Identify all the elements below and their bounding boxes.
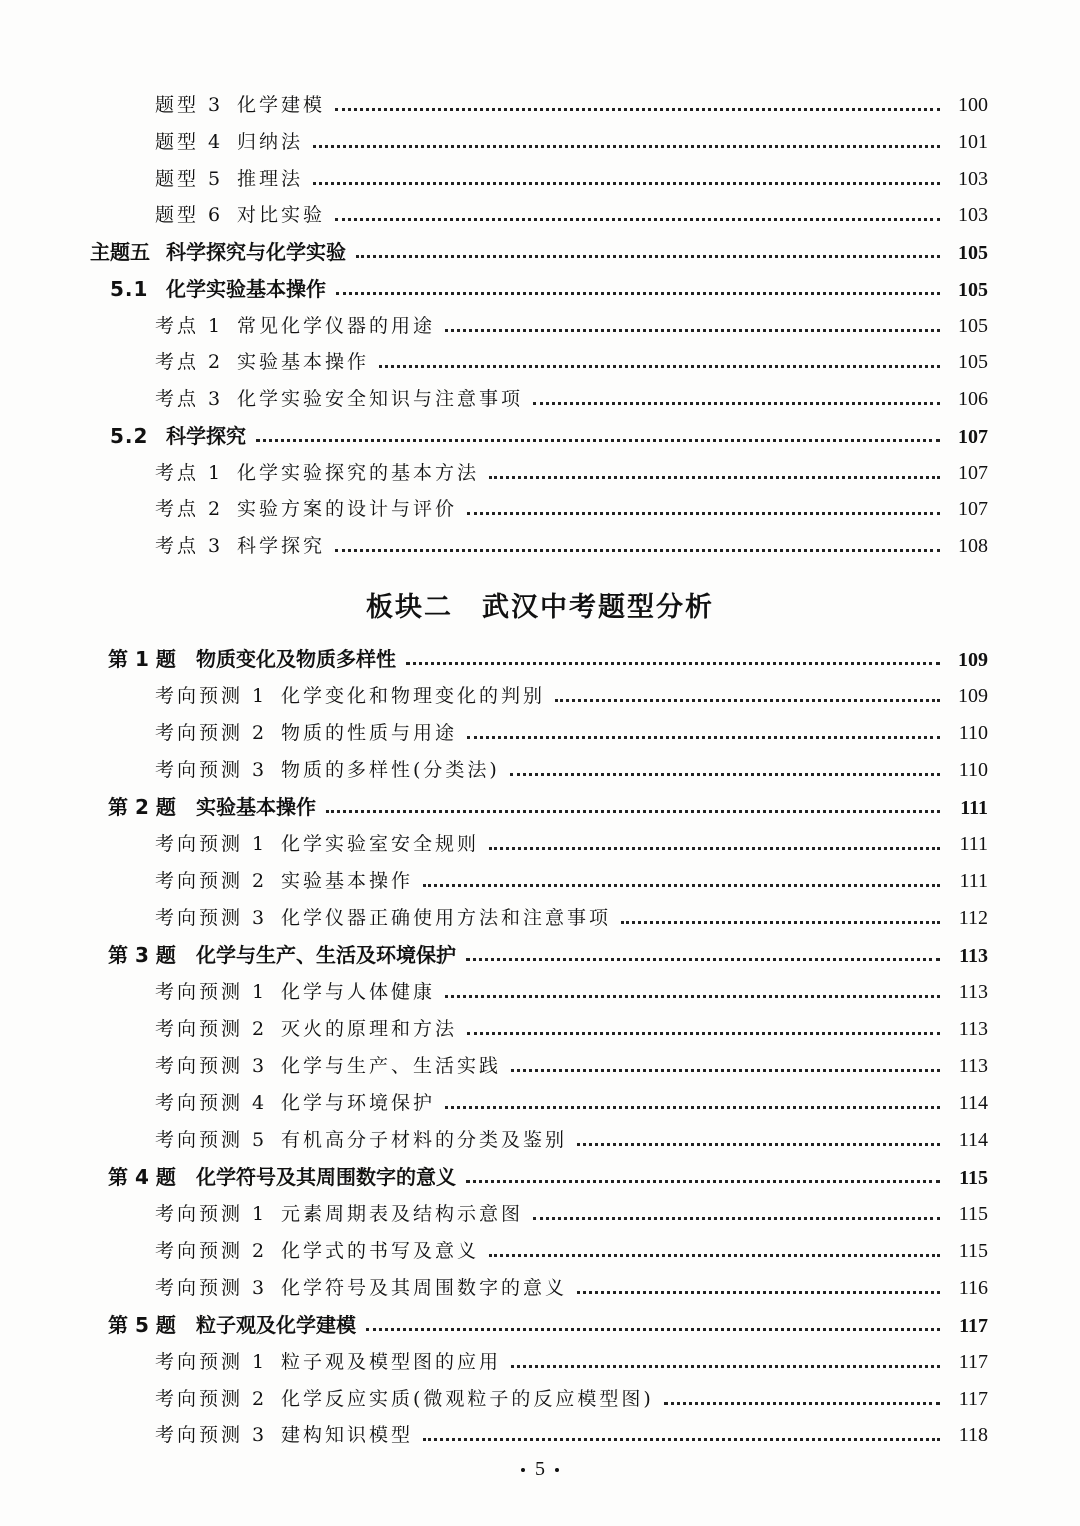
toc-entry-title: 化学符号及其周围数字的意义 [196, 1165, 456, 1189]
toc-entry [155, 1051, 988, 1081]
toc-entry [155, 347, 988, 377]
toc-entry-page: 111 [959, 833, 988, 855]
toc-question-heading [108, 1162, 988, 1192]
toc-entry-title: 化学式的书写及意义 [281, 1240, 480, 1262]
toc-entry [155, 200, 988, 230]
toc-entry-number: 考点 3 [155, 535, 224, 557]
toc-entry-page: 110 [958, 722, 988, 744]
toc-question-heading [108, 940, 988, 970]
toc-entry-title: 化学建模 [237, 94, 326, 116]
toc-entry-number: 题型 5 [155, 168, 224, 190]
toc-entry-page: 103 [958, 204, 988, 226]
dot-leader [423, 884, 940, 887]
toc-entry [155, 1199, 988, 1229]
toc-entry-page: 115 [959, 1167, 988, 1189]
dot-leader [467, 736, 940, 739]
toc-entry-page: 109 [958, 649, 988, 671]
toc-entry-page: 112 [958, 907, 988, 929]
toc-entry-number: 考向预测 3 [155, 1277, 268, 1299]
toc-entry-title: 化学符号及其周围数字的意义 [281, 1277, 568, 1299]
toc-entry [155, 1014, 988, 1044]
toc-entry-title: 推理法 [237, 168, 304, 190]
toc-entry-title: 化学实验基本操作 [166, 277, 326, 301]
toc-entry-number: 5.1 [110, 277, 149, 301]
toc-entry-page: 105 [958, 242, 988, 264]
block-heading: 板块二 武汉中考题型分析 [366, 592, 714, 623]
toc-entry-number: 考点 1 [155, 462, 224, 484]
dot-leader [335, 108, 940, 111]
toc-entry-page: 107 [958, 498, 988, 520]
toc-entry-page: 107 [958, 426, 988, 448]
toc-question-heading [108, 792, 988, 822]
toc-entry-page: 105 [958, 279, 988, 301]
toc-entry-page: 117 [958, 1351, 988, 1373]
toc-entry-title: 科学探究 [166, 424, 246, 448]
toc-entry-title: 物质的性质与用途 [281, 722, 458, 744]
toc-entry [155, 1236, 988, 1266]
dot-leader [406, 662, 940, 665]
toc-entry-number: 考向预测 3 [155, 1424, 268, 1446]
toc-entry-title: 化学实验室安全规则 [281, 833, 480, 855]
toc-entry-number: 第 2 题 [108, 795, 176, 819]
dot-leader [335, 549, 940, 552]
toc-entry-page: 111 [960, 797, 988, 819]
toc-question-heading [108, 1310, 988, 1340]
toc-entry [155, 755, 988, 785]
toc-entry-title: 化学与生产、生活实践 [281, 1055, 502, 1077]
toc-entry-title: 实验基本操作 [281, 870, 414, 892]
toc-entry-page: 114 [958, 1129, 988, 1151]
toc-entry [155, 127, 988, 157]
toc-entry-page: 108 [958, 535, 988, 557]
dot-leader [664, 1402, 940, 1405]
toc-entry [155, 164, 988, 194]
toc-entry-page: 117 [959, 1315, 988, 1337]
toc-entry-page: 109 [958, 685, 988, 707]
dot-leader [511, 1365, 940, 1368]
dot-leader [445, 329, 940, 332]
dot-leader [445, 1106, 940, 1109]
toc-entry-number: 考点 3 [155, 388, 224, 410]
toc-entry-page: 106 [958, 388, 988, 410]
dot-leader [577, 1291, 940, 1294]
toc-entry-title: 灭火的原理和方法 [281, 1018, 458, 1040]
page-number: 5 [535, 1458, 545, 1480]
dot-leader [510, 773, 940, 776]
toc-entry-title: 科学探究与化学实验 [166, 240, 346, 264]
toc-entry [155, 384, 988, 414]
toc-section-heading [110, 421, 988, 451]
toc-entry-number: 考向预测 1 [155, 1351, 268, 1373]
toc-entry-number: 第 3 题 [108, 943, 176, 967]
dot-leader [467, 512, 940, 515]
toc-entry [155, 311, 988, 341]
toc-entry-title: 对比实验 [237, 204, 326, 226]
toc-entry-title: 元素周期表及结构示意图 [281, 1203, 524, 1225]
dot-leader [356, 255, 940, 258]
toc-entry-page: 105 [958, 351, 988, 373]
toc-entry-title: 常见化学仪器的用途 [237, 315, 436, 337]
toc-entry-page: 113 [958, 1055, 988, 1077]
toc-entry-number: 考向预测 5 [155, 1129, 268, 1151]
toc-entry-number: 考向预测 2 [155, 722, 268, 744]
dot-leader [489, 476, 940, 479]
toc-entry-number: 考向预测 1 [155, 685, 268, 707]
toc-entry-title: 粒子观及模型图的应用 [281, 1351, 502, 1373]
toc-entry-title: 实验基本操作 [237, 351, 370, 373]
toc-entry-number: 考向预测 3 [155, 907, 268, 929]
toc-entry-number: 题型 6 [155, 204, 224, 226]
dot-leader [445, 995, 940, 998]
toc-entry-title: 化学实验探究的基本方法 [237, 462, 480, 484]
toc-entry-title: 建构知识模型 [281, 1424, 414, 1446]
toc-entry-number: 题型 4 [155, 131, 224, 153]
toc-entry-number: 考向预测 3 [155, 1055, 268, 1077]
toc-entry [155, 1125, 988, 1155]
toc-entry-number: 考点 1 [155, 315, 224, 337]
dot-leader [555, 699, 940, 702]
dot-leader [533, 1217, 940, 1220]
toc-entry [155, 681, 988, 711]
toc-entry-number: 考向预测 2 [155, 870, 268, 892]
toc-entry [155, 494, 988, 524]
toc-entry-title: 物质变化及物质多样性 [196, 647, 396, 671]
toc-entry-page: 114 [958, 1092, 988, 1114]
toc-entry-title: 化学反应实质(微观粒子的反应模型图) [281, 1388, 654, 1410]
dot-leader [336, 292, 940, 295]
toc-entry-title: 化学变化和物理变化的判别 [281, 685, 546, 707]
toc-entry-title: 科学探究 [237, 535, 326, 557]
dot-leader [489, 847, 940, 850]
dot-leader [256, 439, 940, 442]
toc-section-heading [110, 274, 988, 304]
toc-entry-title: 化学与生产、生活及环境保护 [196, 943, 456, 967]
toc-entry-number: 考向预测 1 [155, 981, 268, 1003]
dot-leader [466, 958, 940, 961]
toc-entry [155, 718, 988, 748]
toc-entry-page: 115 [958, 1240, 988, 1262]
toc-entry-page: 105 [958, 315, 988, 337]
page-footer [0, 1458, 1080, 1481]
toc-entry-title: 有机高分子材料的分类及鉴别 [281, 1129, 568, 1151]
dot-leader [533, 402, 940, 405]
toc-entry-page: 113 [958, 1018, 988, 1040]
footer-dot [555, 1468, 559, 1472]
toc-entry-title: 化学与人体健康 [281, 981, 436, 1003]
toc-entry-number: 考向预测 3 [155, 759, 268, 781]
toc-entry-number: 5.2 [110, 424, 149, 448]
toc-entry [155, 1273, 988, 1303]
toc-entry-title: 化学仪器正确使用方法和注意事项 [281, 907, 612, 929]
dot-leader [577, 1143, 940, 1146]
toc-entry-number: 第 5 题 [108, 1313, 176, 1337]
toc-entry-number: 考向预测 2 [155, 1018, 268, 1040]
dot-leader [489, 1254, 940, 1257]
footer-dot [521, 1468, 525, 1472]
toc-entry [155, 1347, 988, 1377]
toc-entry-page: 107 [958, 462, 988, 484]
toc-entry-number: 主题五 [90, 240, 150, 264]
toc-entry-page: 117 [958, 1388, 988, 1410]
toc-entry-title: 实验基本操作 [196, 795, 316, 819]
toc-entry-title: 物质的多样性(分类法) [281, 759, 500, 781]
toc-entry [155, 829, 988, 859]
toc-topic-heading [90, 237, 988, 267]
toc-entry-page: 113 [958, 981, 988, 1003]
toc-entry-page: 116 [958, 1277, 988, 1299]
toc-entry-title: 粒子观及化学建模 [196, 1313, 356, 1337]
toc-entry-page: 110 [958, 759, 988, 781]
toc-entry-page: 115 [958, 1203, 988, 1225]
toc-entry-number: 考点 2 [155, 498, 224, 520]
toc-entry-number: 考向预测 2 [155, 1388, 268, 1410]
dot-leader [423, 1438, 940, 1441]
toc-entry-page: 111 [959, 870, 988, 892]
toc-entry [155, 1384, 988, 1414]
dot-leader [326, 810, 940, 813]
toc-entry-title: 化学与环境保护 [281, 1092, 436, 1114]
toc-entry [155, 90, 988, 120]
toc-entry-number: 考向预测 1 [155, 833, 268, 855]
toc-entry [155, 1420, 988, 1450]
toc-entry-number: 考向预测 4 [155, 1092, 268, 1114]
toc-entry-title: 化学实验安全知识与注意事项 [237, 388, 524, 410]
dot-leader [466, 1180, 940, 1183]
dot-leader [335, 218, 940, 221]
toc-entry [155, 458, 988, 488]
dot-leader [511, 1069, 940, 1072]
dot-leader [621, 921, 940, 924]
toc-entry-page: 118 [958, 1424, 988, 1446]
toc-entry [155, 977, 988, 1007]
toc-entry-number: 题型 3 [155, 94, 224, 116]
dot-leader [366, 1328, 940, 1331]
toc-entry-number: 第 4 题 [108, 1165, 176, 1189]
toc-entry-number: 考向预测 2 [155, 1240, 268, 1262]
dot-leader [467, 1032, 940, 1035]
dot-leader [313, 145, 940, 148]
toc-entry-number: 第 1 题 [108, 647, 176, 671]
toc-entry [155, 866, 988, 896]
toc-entry-title: 归纳法 [237, 131, 304, 153]
toc-entry-number: 考向预测 1 [155, 1203, 268, 1225]
toc-entry [155, 1088, 988, 1118]
toc-entry [155, 903, 988, 933]
toc-question-heading [108, 644, 988, 674]
toc-entry [155, 531, 988, 561]
dot-leader [379, 365, 940, 368]
toc-entry-page: 100 [958, 94, 988, 116]
toc-entry-page: 113 [959, 945, 988, 967]
toc-entry-title: 实验方案的设计与评价 [237, 498, 458, 520]
toc-entry-number: 考点 2 [155, 351, 224, 373]
dot-leader [313, 182, 940, 185]
toc-entry-page: 101 [958, 131, 988, 153]
toc-entry-page: 103 [958, 168, 988, 190]
